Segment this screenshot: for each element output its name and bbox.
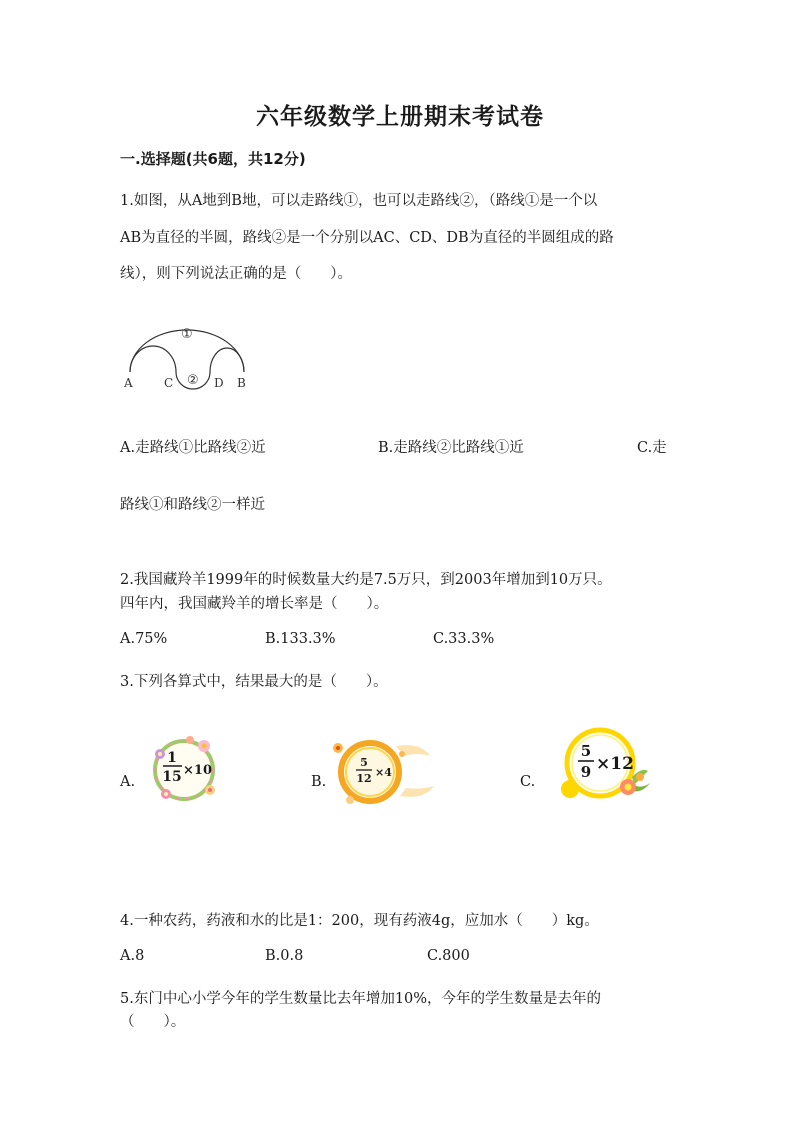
q3-option-b-label[interactable]: B. — [311, 774, 327, 790]
q3-b-multiplier: ×4 — [375, 766, 392, 779]
q3-a-multiplier: ×10 — [183, 763, 212, 778]
q2-line-2: 四年内，我国藏羚羊的增长率是（ ）。 — [120, 596, 389, 612]
q1-line-3: 线），则下列说法正确的是（ ）。 — [120, 266, 352, 282]
q1-option-a[interactable]: A.走路线①比路线②近 — [120, 440, 266, 456]
q3-a-denominator: 15 — [162, 769, 182, 785]
q3-option-b-badge[interactable] — [326, 738, 438, 806]
q3-option-c-label[interactable]: C. — [520, 774, 536, 790]
section-heading: 一.选择题(共6题，共12分) — [120, 150, 306, 168]
q1-line-1: 1.如图，从A地到B地，可以走路线①，也可以走路线②，（路线①是一个以 — [120, 193, 598, 209]
q3-option-a-badge[interactable] — [146, 734, 224, 804]
route-1-label: ① — [181, 327, 193, 342]
route-figure — [118, 318, 258, 393]
route-2-label: ② — [187, 373, 199, 388]
q4-option-b[interactable]: B.0.8 — [265, 948, 304, 964]
q5-line-2: （ ）。 — [120, 1014, 186, 1030]
q2-line-1: 2.我国藏羚羊1999年的时候数量大约是7.5万只，到2003年增加到10万只。 — [120, 572, 612, 588]
q4-option-a[interactable]: A.8 — [120, 948, 145, 964]
q2-option-b[interactable]: B.133.3% — [265, 631, 336, 647]
q1-option-c[interactable]: C.走 — [637, 440, 667, 456]
point-d-label: D — [214, 376, 224, 390]
q1-option-b[interactable]: B.走路线②比路线①近 — [378, 440, 524, 456]
page-title: 六年级数学上册期末考试卷 — [256, 104, 544, 130]
q5-line-1: 5.东门中心小学今年的学生数量比去年增加10%，今年的学生数量是去年的 — [120, 991, 602, 1007]
q2-option-a[interactable]: A.75% — [120, 631, 168, 647]
q3-c-numerator: 5 — [580, 742, 592, 760]
q4-line-1: 4.一种农药，药液和水的比是1：200，现有药液4g，应加水（ ）kg。 — [120, 913, 599, 929]
route-2-arc-db — [210, 348, 244, 372]
point-b-label: B — [237, 376, 246, 390]
q3-c-multiplier: ×12 — [596, 754, 634, 774]
point-c-label: C — [164, 376, 174, 390]
q3-b-numerator: 5 — [360, 756, 368, 769]
q2-option-c[interactable]: C.33.3% — [433, 631, 495, 647]
q4-option-c[interactable]: C.800 — [427, 948, 470, 964]
route-2-arc-ac — [130, 346, 176, 372]
q1-line-2: AB为直径的半圆，路线②是一个分别以AC、CD、DB为直径的半圆组成的路 — [120, 230, 614, 246]
q1-option-c-continued: 路线①和路线②一样近 — [120, 497, 265, 513]
point-a-label: A — [124, 376, 133, 390]
q3-option-a-label[interactable]: A. — [120, 774, 136, 790]
q3-option-c-badge[interactable] — [550, 727, 654, 803]
q3-c-denominator: 9 — [580, 763, 592, 781]
q3-line-1: 3.下列各算式中，结果最大的是（ ）。 — [120, 674, 388, 690]
q3-b-denominator: 12 — [356, 772, 372, 785]
q3-a-numerator: 1 — [167, 750, 177, 766]
